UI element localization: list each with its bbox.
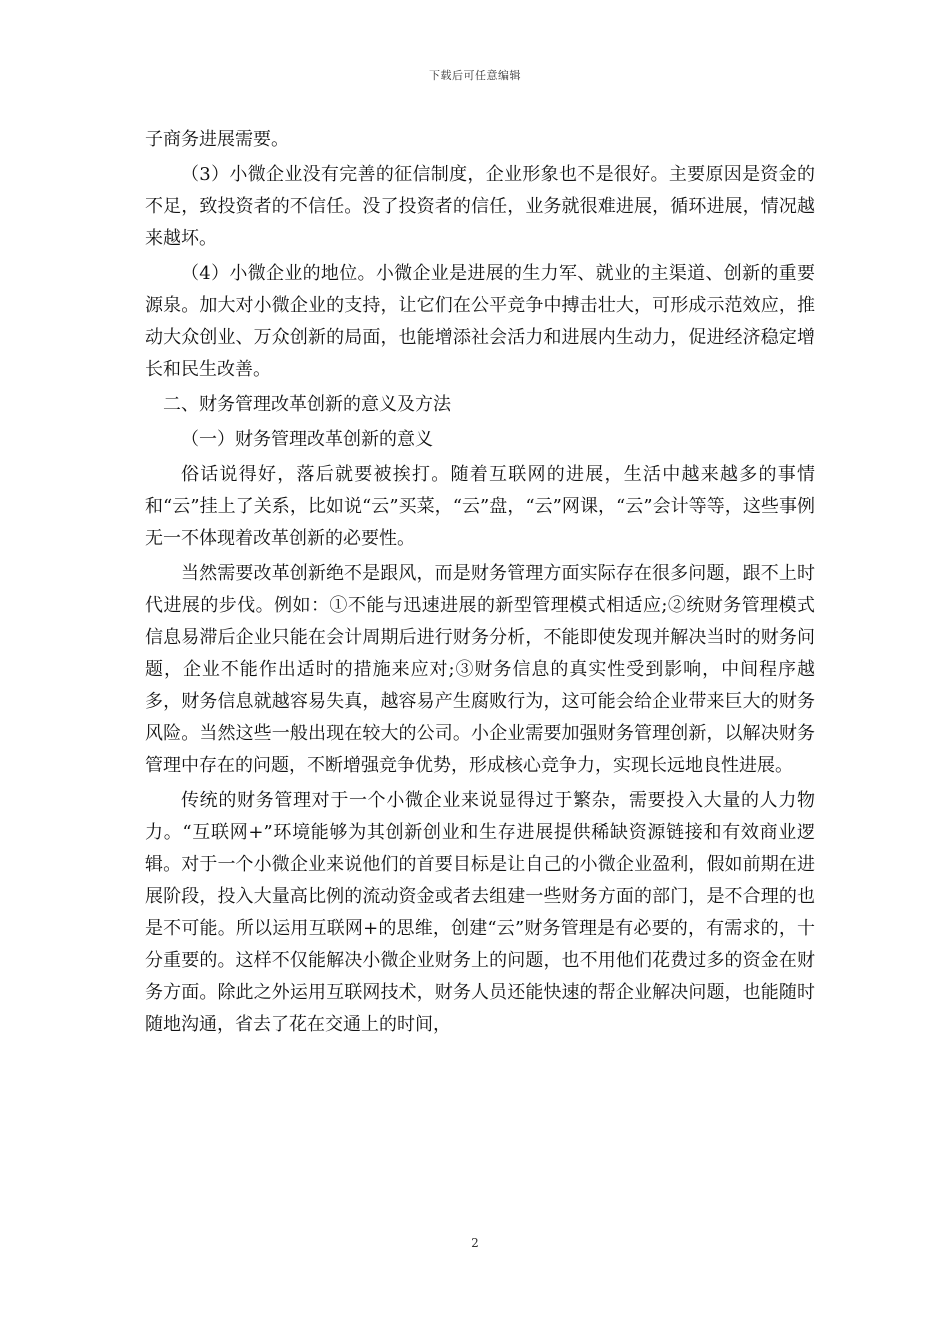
subsection-heading: （一）财务管理改革创新的意义 [181, 429, 433, 450]
body-text [145, 124, 815, 1044]
page-number: 2 [471, 1236, 479, 1250]
paragraph-item-3: （3）小微企业没有完善的征信制度，企业形象也不是很好。主要原因是资金的不足，致投资者的不信任。没了投资者的信任，业务就很难进展，循环进展，情况越来越坏。 [145, 164, 815, 249]
header-note: 下载后可任意编辑 [429, 69, 521, 82]
paragraph-traditional: 传统的财务管理对于一个小微企业来说显得过于繁杂，需要投入大量的人力物力。“互联网+”环境能够为其创新创业和生存进展提供稀缺资源链接和有效商业逻辑。对于一个小微企业来说他们的首要目标是让自己的小微企业盈利，假如前期在进展阶段，投入大量高比例的流动资金或者去组建一些财务方面的部门，是不合理的也是不可能。所以运用互联网+的思维，创建“云”财务管理是有必要的，有需求的，十分重要的。这样不仅能解决小微企业财务上的问题，也不用他们花费过多的资金在财务方面。除此之外运用互联网技术，财务人员还能快速的帮企业解决问题，也能随时随地沟通，省去了花在交通上的时间， [145, 790, 815, 1035]
section-heading: 二、财务管理改革创新的意义及方法 [163, 394, 451, 415]
paragraph-proverb: 俗话说得好，落后就要被挨打。随着互联网的进展，生活中越来越多的事情和“云”挂上了关系，比如说“云”买菜，“云”盘，“云”网课，“云”会计等等，这些事例无一不体现着改革创新的必要性。 [145, 464, 815, 549]
paragraph-item-4: （4）小微企业的地位。小微企业是进展的生力军、就业的主渠道、创新的重要源泉。加大对小微企业的支持，让它们在公平竞争中搏击壮大，可形成示范效应，推动大众创业、万众创新的局面，也能增添社会活力和进展内生动力，促进经济稳定增长和民生改善。 [145, 263, 815, 380]
paragraph-continuation: 子商务进展需要。 [145, 129, 289, 150]
paragraph-problems: 当然需要改革创新绝不是跟风，而是财务管理方面实际存在很多问题，跟不上时代进展的步伐。例如：①不能与迅速进展的新型管理模式相适应;②统财务管理模式信息易滞后企业只能在会计周期后进行财务分析，不能即使发现并解决当时的财务问题，企业不能作出适时的措施来应对;③财务信息的真实性受到影响，中间程序越多，财务信息就越容易失真，越容易产生腐败行为，这可能会给企业带来巨大的财务风险。当然这些一般出现在较大的公司。小企业需要加强财务管理创新，以解决财务管理中存在的问题，不断增强竞争优势，形成核心竞争力，实现长远地良性进展。 [145, 563, 815, 776]
